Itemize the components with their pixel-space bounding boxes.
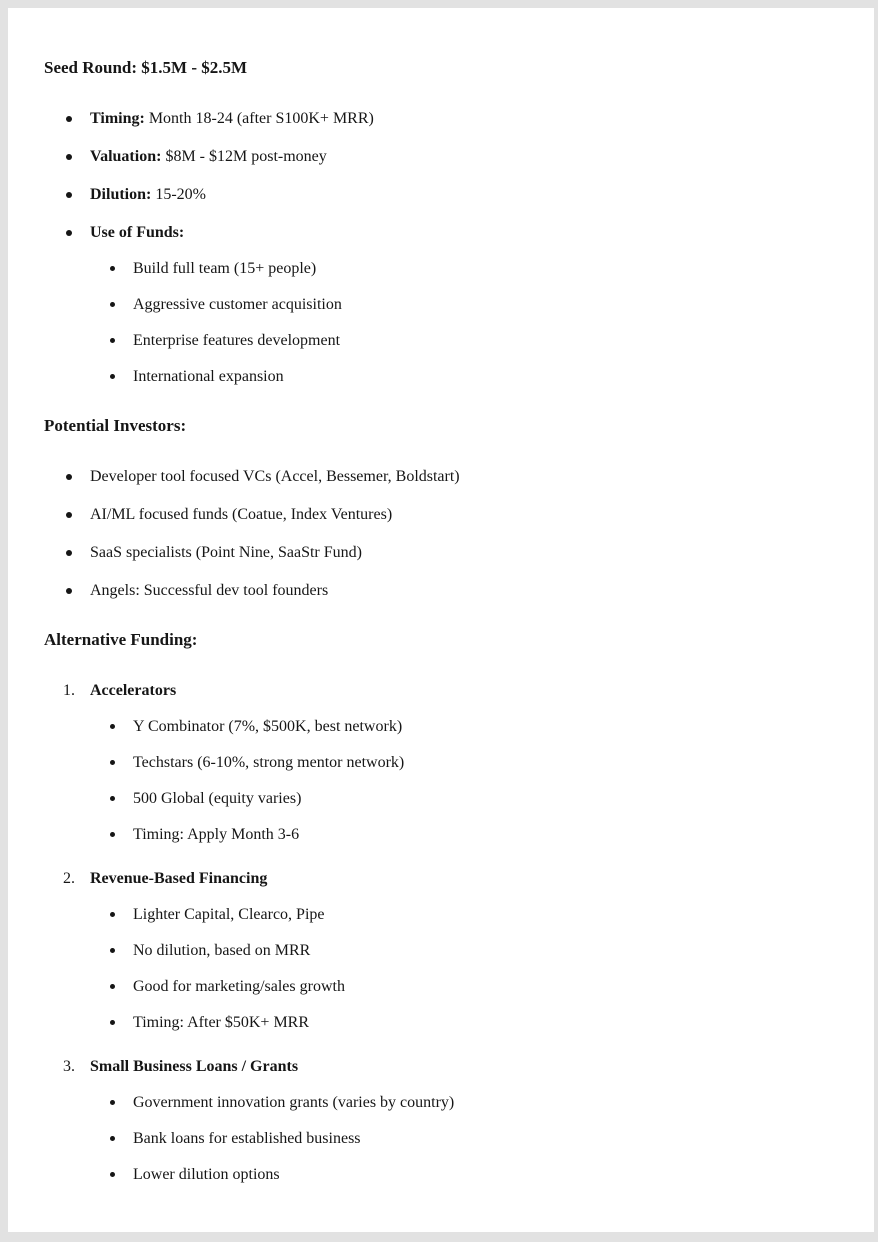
bullet-icon [66, 116, 72, 122]
bullet-icon [110, 1100, 115, 1105]
list-item [90, 904, 834, 926]
item-text: No dilution, based on MRR [133, 942, 311, 959]
bullet-icon [110, 338, 115, 343]
list-item [90, 258, 834, 280]
item-title: Accelerators [90, 682, 177, 699]
bullet-icon [110, 760, 115, 765]
bullet-icon [110, 724, 115, 729]
list-item [90, 940, 834, 962]
numbered-item [44, 868, 834, 1034]
list-item [90, 976, 834, 998]
list-item [44, 108, 834, 130]
item-text: Aggressive customer acquisition [133, 296, 342, 313]
numbered-list [44, 680, 834, 1186]
bullet-icon [66, 474, 72, 480]
list-item [90, 1012, 834, 1034]
bullet-icon [110, 1136, 115, 1141]
list-number: 2. [63, 870, 75, 887]
list-item [90, 366, 834, 388]
bullet-icon [110, 948, 115, 953]
bullet-icon [110, 832, 115, 837]
item-label: Timing: [90, 110, 145, 127]
numbered-item [44, 680, 834, 846]
item-text: Developer tool focused VCs (Accel, Bessemer, Boldstart) [90, 468, 460, 485]
bullet-list [44, 108, 834, 388]
section-heading: Alternative Funding: [44, 630, 198, 649]
bullet-icon [110, 796, 115, 801]
item-text: Y Combinator (7%, $500K, best network) [133, 718, 403, 735]
bullet-icon [110, 266, 115, 271]
list-item [44, 466, 834, 488]
item-label: Dilution: [90, 186, 152, 203]
list-item [90, 716, 834, 738]
item-text: Month 18-24 (after S100K+ MRR) [144, 110, 374, 127]
item-text: Techstars (6-10%, strong mentor network) [133, 754, 405, 771]
sub-bullet-list [90, 258, 834, 388]
item-label: Valuation: [90, 148, 162, 165]
list-number: 3. [63, 1058, 75, 1075]
bullet-icon [110, 912, 115, 917]
item-title: Revenue-Based Financing [90, 870, 268, 887]
item-text: Timing: Apply Month 3-6 [133, 826, 300, 843]
sub-bullet-list [90, 1092, 834, 1186]
list-item [44, 504, 834, 526]
item-text: Enterprise features development [133, 332, 341, 349]
bullet-icon [66, 192, 72, 198]
item-text: AI/ML focused funds (Coatue, Index Ventures) [90, 506, 393, 523]
bullet-icon [66, 154, 72, 160]
section-heading: Potential Investors: [44, 416, 187, 435]
item-text: Lower dilution options [133, 1166, 280, 1183]
section-potential-investors [44, 414, 834, 602]
list-item [90, 788, 834, 810]
bullet-icon [110, 1020, 115, 1025]
item-text: Bank loans for established business [133, 1130, 361, 1147]
bullet-icon [66, 512, 72, 518]
sub-bullet-list [90, 716, 834, 846]
list-item [90, 1128, 834, 1150]
section-alternative-funding [44, 628, 834, 1186]
item-text: Angels: Successful dev tool founders [90, 582, 329, 599]
bullet-icon [66, 230, 72, 236]
list-item [90, 752, 834, 774]
list-item [44, 580, 834, 602]
document-page [8, 8, 874, 1232]
bullet-icon [66, 550, 72, 556]
item-text: 15-20% [151, 186, 206, 203]
list-item [44, 146, 834, 168]
list-item [44, 184, 834, 206]
list-item [90, 294, 834, 316]
item-text: International expansion [133, 368, 284, 385]
section-heading: Seed Round: $1.5M - $2.5M [44, 58, 248, 77]
bullet-list [44, 466, 834, 602]
item-text: Lighter Capital, Clearco, Pipe [133, 906, 325, 923]
bullet-icon [110, 984, 115, 989]
bullet-icon [66, 588, 72, 594]
list-item [90, 824, 834, 846]
sub-bullet-list [90, 904, 834, 1034]
item-label: Use of Funds: [90, 224, 185, 241]
bullet-icon [110, 374, 115, 379]
item-text: Build full team (15+ people) [133, 260, 317, 277]
item-text: Government innovation grants (varies by country) [133, 1094, 455, 1111]
item-title: Small Business Loans / Grants [90, 1058, 299, 1075]
item-text: $8M - $12M post-money [161, 148, 327, 165]
list-item [90, 1164, 834, 1186]
bullet-icon [110, 1172, 115, 1177]
section-seed-round [44, 56, 834, 388]
list-item [90, 1092, 834, 1114]
item-text: Good for marketing/sales growth [133, 978, 345, 995]
item-text: Timing: After $50K+ MRR [133, 1014, 310, 1031]
numbered-item [44, 1056, 834, 1186]
item-text: 500 Global (equity varies) [133, 790, 302, 807]
bullet-icon [110, 302, 115, 307]
list-item [44, 542, 834, 564]
list-item [44, 222, 834, 388]
list-number: 1. [63, 682, 75, 699]
list-item [90, 330, 834, 352]
item-text: SaaS specialists (Point Nine, SaaStr Fund) [90, 544, 362, 561]
